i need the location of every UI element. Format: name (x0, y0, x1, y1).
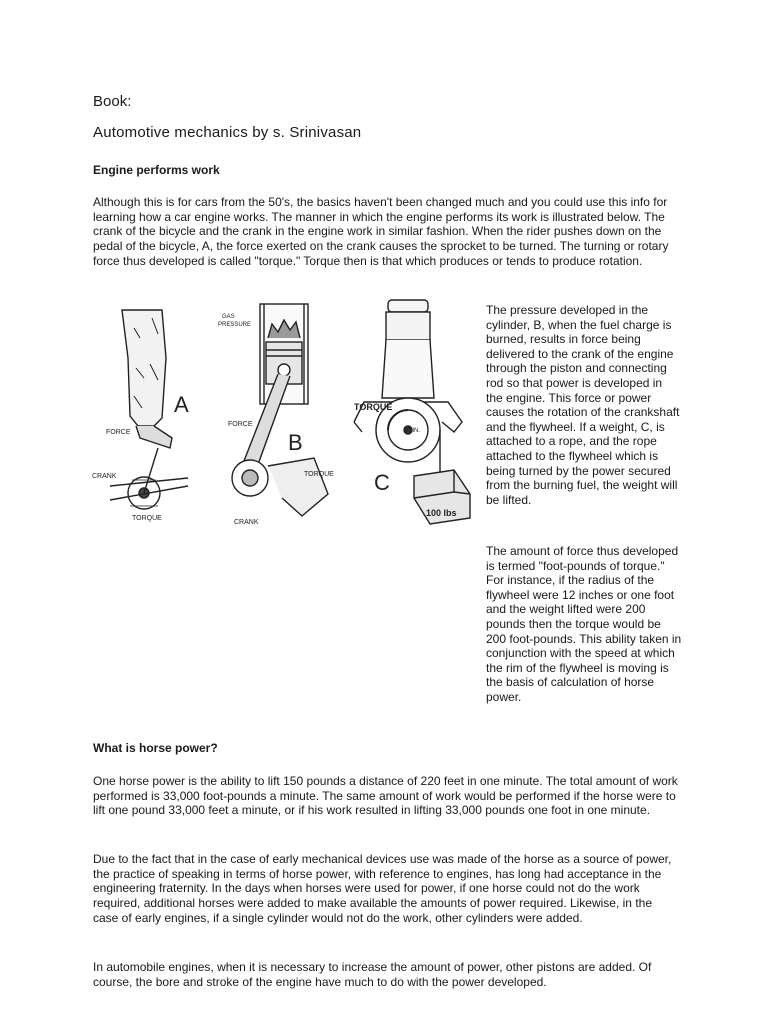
section-heading-horse-power: What is horse power? (93, 741, 218, 755)
intro-paragraph: Although this is for cars from the 50's, the basics haven't been changed much and you could use this info for learning how a car engine works. The manner in which the engine performs its work is illustrated below. The crank of the bicycle and the crank in the engine work in similar fashion. When the rider pushes down on the pedal of the bicycle, A, the force exerted on the crank causes the sprocket to be turned. The turning or rotary force thus developed is called "torque." Torque then is that which produces or tends to produce rotation. (93, 195, 669, 268)
radius-label-c: 10 IN. (404, 428, 421, 434)
label-b: B (288, 430, 303, 455)
torque-label-a: TORQUE (132, 515, 162, 522)
flywheel-drawing (354, 300, 470, 524)
side-paragraph-torque: The amount of force thus developed is termed "foot-pounds of torque." For instance, if the radius of the flywheel were 12 inches or one foot and the weight lifted were 200 pounds then the torque would be 200 foot-pounds. This ability taken in conjunction with the speed at which the rim of the flywheel is moving is the basis of calculation of horse power. (486, 544, 682, 704)
side-paragraph-pressure: The pressure developed in the cylinder, B, when the fuel charge is burned, results in force being delivered to the crank of the engine through the piston and connecting rod so that power is developed in the engine. This force or power causes the rotation of the crankshaft and the flywheel. If a weight, C, is attached to a rope, and the rope attached to the flywheel which is being turned by the power secured from the burning fuel, the weight will be lifted. (486, 303, 680, 507)
force-label-b: FORCE (228, 421, 253, 428)
pressure-label: PRESSURE (218, 322, 252, 328)
torque-label-c: TORQUE (354, 402, 393, 412)
engine-work-illustration (92, 298, 482, 530)
book-label: Book: (93, 93, 132, 110)
force-label-a: FORCE (106, 429, 131, 436)
horse-power-paragraph-1: One horse power is the ability to lift 150 pounds a distance of 220 feet in one minute. The total amount of work performed is 33,000 foot-pounds a minute. The same amount of work would be performed if the horse were to lift one pound 33,000 feet a minute, or if his work resulted in lifting 33,000 pounds one foot in one minute. (93, 774, 678, 818)
label-a: A (174, 392, 189, 417)
torque-label-b: TORQUE (304, 471, 334, 478)
horse-power-paragraph-3: In automobile engines, when it is necessary to increase the amount of power, other pistons are added. Of course, the bore and stroke of the engine have much to do with the power developed. (93, 960, 652, 989)
gas-label: GAS (222, 314, 235, 320)
engine-work-diagram (92, 298, 482, 530)
book-title: Automotive mechanics by s. Srinivasan (93, 124, 362, 141)
crank-label-b: CRANK (234, 519, 259, 526)
section-heading-engine-work: Engine performs work (93, 163, 220, 177)
horse-power-paragraph-2: Due to the fact that in the case of early mechanical devices use was made of the horse as a source of power, the practice of speaking in terms of horse power, with reference to engines, has long had acceptance in the engineering fraternity. In the days when horses were used for power, if one horse could not do the work required, additional horses were added to make available the amounts of power required. Likewise, in the case of early engines, if a single cylinder would not do the work, other cylinders were added. (93, 852, 672, 925)
piston-drawing (232, 304, 328, 516)
crank-label-a: CRANK (92, 473, 117, 480)
weight-label-c: 100 lbs (426, 508, 457, 518)
label-c: C (374, 470, 390, 495)
